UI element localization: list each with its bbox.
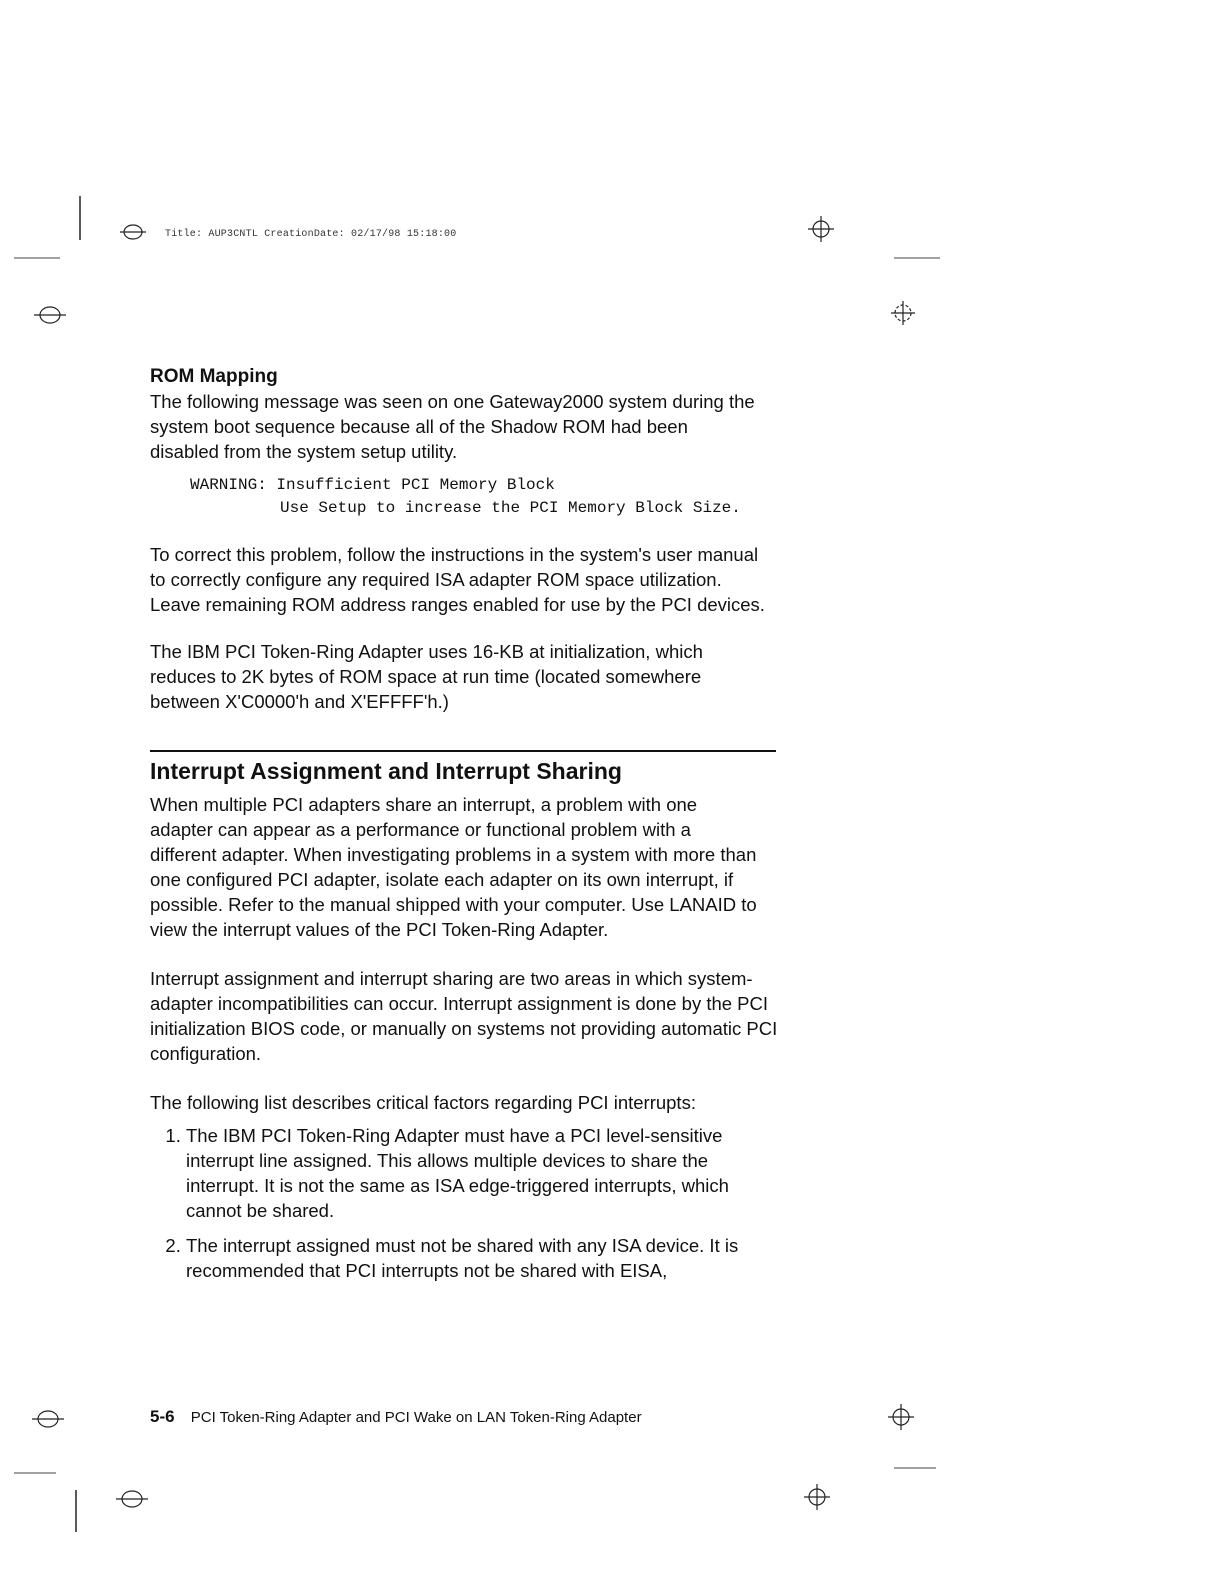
registration-mark-icon: [30, 1408, 66, 1430]
interrupt-heading: Interrupt Assignment and Interrupt Sharing: [150, 758, 622, 784]
registration-mark-icon: [802, 1482, 832, 1512]
list-item: 1. The IBM PCI Token-Ring Adapter must have a PCI level-sensitive interrupt line assigned. This allows multiple devices to share the interrupt. It is not the same as ISA edge-triggered interrupts, which cannot be shared.: [186, 1123, 776, 1223]
warning-line-2: Use Setup to increase the PCI Memory Block Size.: [280, 499, 741, 517]
warning-message: [190, 474, 850, 520]
registration-mark-icon: [114, 1488, 150, 1510]
interrupt-paragraph-1: When multiple PCI adapters share an interrupt, a problem with one adapter can appear as a performance or functional problem with a different adapter. When investigating problems in a system with more than one configured PCI adapter, isolate each adapter on its own interrupt, if possible. Refer to the manual shipped with your computer. Use LANAID to view the interrupt values of the PCI Token-Ring Adapter.: [150, 794, 757, 940]
section-divider: [150, 750, 776, 752]
footer-title: PCI Token-Ring Adapter and PCI Wake on LAN Token-Ring Adapter: [190, 1409, 642, 1426]
page-content: [150, 365, 850, 1293]
page-footer: [150, 1407, 642, 1427]
registration-mark-icon: [886, 1402, 916, 1432]
rom-adapter-paragraph: The IBM PCI Token-Ring Adapter uses 16-KB at initialization, which reduces to 2K bytes of ROM space at run time (located somewhere between X'C0000'h and X'EFFFF'h.): [150, 641, 703, 712]
interrupt-list-intro: The following list describes critical factors regarding PCI interrupts:: [150, 1092, 696, 1113]
registration-mark-icon: [806, 214, 836, 244]
rom-mapping-heading: ROM Mapping: [150, 366, 278, 387]
registration-mark-icon: [32, 304, 68, 326]
registration-mark-icon: [118, 222, 148, 242]
registration-mark-icon: [888, 298, 918, 328]
warning-line-1: WARNING: Insufficient PCI Memory Block: [190, 476, 555, 494]
print-header: Title: AUP3CNTL CreationDate: 02/17/98 15:18:00: [165, 229, 457, 240]
interrupt-paragraph-2: Interrupt assignment and interrupt sharing are two areas in which system-adapter incompatibilities can occur. Interrupt assignment is done by the PCI initialization BIOS code, or manually on systems not providing automatic PCI configuration.: [150, 968, 778, 1064]
interrupt-factors-list: [150, 1123, 776, 1283]
page-number: 5-6: [150, 1407, 175, 1426]
list-item: 2. The interrupt assigned must not be shared with any ISA device. It is recommended that PCI interrupts not be shared with EISA,: [186, 1233, 776, 1283]
rom-correction-paragraph: To correct this problem, follow the instructions in the system's user manual to correctly configure any required ISA adapter ROM space utilization. Leave remaining ROM address ranges enabled for use by the PCI devices.: [150, 544, 765, 615]
rom-intro-paragraph: The following message was seen on one Gateway2000 system during the system boot sequence because all of the Shadow ROM had been disabled from the system setup utility.: [150, 391, 755, 462]
